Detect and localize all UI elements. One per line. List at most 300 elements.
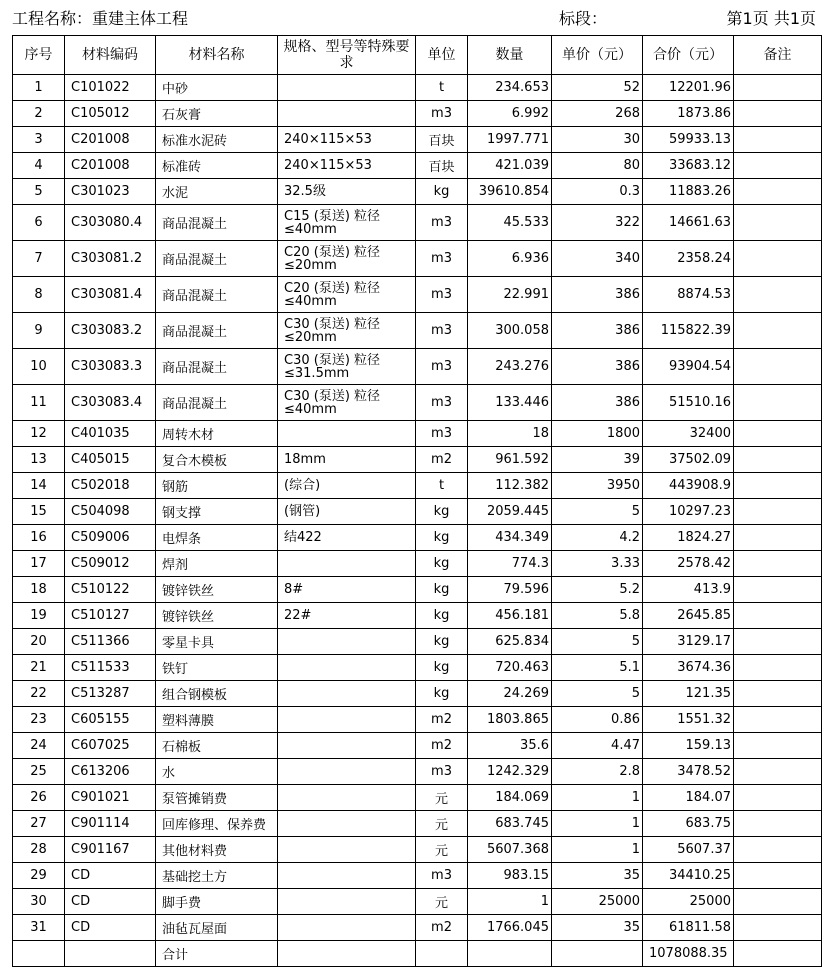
cell-code: C201008 — [65, 153, 156, 179]
cell-unit: 百块 — [416, 153, 468, 179]
cell-qty: 133.446 — [468, 385, 552, 421]
cell-unit: t — [416, 75, 468, 101]
table-row — [13, 655, 822, 681]
cell-spec: 22# — [278, 603, 416, 629]
cell-unit: m3 — [416, 277, 468, 313]
cell-unit: m2 — [416, 733, 468, 759]
cell-unit: m3 — [416, 759, 468, 785]
cell-no: 18 — [13, 577, 65, 603]
cell-qty: 112.382 — [468, 473, 552, 499]
cell-no: 27 — [13, 811, 65, 837]
cell-note — [734, 421, 822, 447]
table-row — [13, 889, 822, 915]
cell-price: 1 — [552, 785, 643, 811]
cell-qty: 234.653 — [468, 75, 552, 101]
cell-note — [734, 525, 822, 551]
cell-note — [734, 75, 822, 101]
cell-no: 4 — [13, 153, 65, 179]
cell-qty: 1803.865 — [468, 707, 552, 733]
cell-qty: 18 — [468, 421, 552, 447]
cell-price: 340 — [552, 241, 643, 277]
summary-spec — [278, 941, 416, 967]
cell-spec: C30 (泵送) 粒径≤20mm — [278, 313, 416, 349]
cell-unit: m3 — [416, 205, 468, 241]
cell-total: 1873.86 — [643, 101, 734, 127]
cell-spec: (钢管) — [278, 499, 416, 525]
cell-no: 15 — [13, 499, 65, 525]
cell-spec: C30 (泵送) 粒径≤31.5mm — [278, 349, 416, 385]
cell-note — [734, 733, 822, 759]
cell-price: 1800 — [552, 421, 643, 447]
cell-no: 10 — [13, 349, 65, 385]
cell-code: C510122 — [65, 577, 156, 603]
cell-unit: kg — [416, 551, 468, 577]
table-row — [13, 603, 822, 629]
cell-note — [734, 153, 822, 179]
cell-total: 32400 — [643, 421, 734, 447]
cell-unit: t — [416, 473, 468, 499]
cell-price: 5.2 — [552, 577, 643, 603]
table-row — [13, 349, 822, 385]
cell-price: 4.2 — [552, 525, 643, 551]
cell-price: 52 — [552, 75, 643, 101]
cell-unit: 元 — [416, 785, 468, 811]
col-header-name: 材料名称 — [156, 36, 278, 75]
cell-qty: 421.039 — [468, 153, 552, 179]
cell-name: 商品混凝土 — [156, 205, 278, 241]
cell-unit: 百块 — [416, 127, 468, 153]
cell-name: 零星卡具 — [156, 629, 278, 655]
cell-note — [734, 101, 822, 127]
cell-note — [734, 785, 822, 811]
cell-code: C303081.2 — [65, 241, 156, 277]
cell-spec — [278, 889, 416, 915]
cell-unit: m3 — [416, 241, 468, 277]
cell-name: 标准砖 — [156, 153, 278, 179]
cell-no: 22 — [13, 681, 65, 707]
cell-total: 12201.96 — [643, 75, 734, 101]
cell-note — [734, 811, 822, 837]
cell-qty: 961.592 — [468, 447, 552, 473]
col-header-code: 材料编码 — [65, 36, 156, 75]
cell-no: 29 — [13, 863, 65, 889]
cell-note — [734, 473, 822, 499]
table-row — [13, 785, 822, 811]
cell-note — [734, 499, 822, 525]
table-row — [13, 421, 822, 447]
cell-note — [734, 707, 822, 733]
cell-note — [734, 655, 822, 681]
table-row — [13, 707, 822, 733]
cell-price: 3.33 — [552, 551, 643, 577]
cell-unit: kg — [416, 655, 468, 681]
cell-spec — [278, 75, 416, 101]
cell-total: 93904.54 — [643, 349, 734, 385]
cell-no: 11 — [13, 385, 65, 421]
cell-no: 31 — [13, 915, 65, 941]
table-row — [13, 277, 822, 313]
cell-note — [734, 127, 822, 153]
cell-spec — [278, 655, 416, 681]
cell-code: C303080.4 — [65, 205, 156, 241]
cell-unit: m3 — [416, 863, 468, 889]
cell-code: C605155 — [65, 707, 156, 733]
cell-name: 中砂 — [156, 75, 278, 101]
table-row — [13, 447, 822, 473]
summary-row — [13, 941, 822, 967]
cell-qty: 2059.445 — [468, 499, 552, 525]
page-indicator: 第1页 共1页 — [726, 9, 816, 28]
cell-no: 1 — [13, 75, 65, 101]
table-row — [13, 101, 822, 127]
cell-qty: 1766.045 — [468, 915, 552, 941]
cell-spec: C15 (泵送) 粒径≤40mm — [278, 205, 416, 241]
cell-qty: 184.069 — [468, 785, 552, 811]
cell-code: C511533 — [65, 655, 156, 681]
cell-code: C405015 — [65, 447, 156, 473]
cell-name: 水 — [156, 759, 278, 785]
cell-code: C101022 — [65, 75, 156, 101]
cell-no: 12 — [13, 421, 65, 447]
cell-no: 30 — [13, 889, 65, 915]
table-row — [13, 179, 822, 205]
cell-price: 0.86 — [552, 707, 643, 733]
cell-price: 386 — [552, 349, 643, 385]
table-row — [13, 915, 822, 941]
cell-no: 2 — [13, 101, 65, 127]
cell-unit: kg — [416, 577, 468, 603]
cell-total: 413.9 — [643, 577, 734, 603]
cell-name: 商品混凝土 — [156, 241, 278, 277]
section-label: 标段： — [559, 9, 608, 28]
cell-total: 25000 — [643, 889, 734, 915]
cell-code: C303083.2 — [65, 313, 156, 349]
cell-note — [734, 313, 822, 349]
cell-name: 石灰膏 — [156, 101, 278, 127]
cell-qty: 720.463 — [468, 655, 552, 681]
cell-name: 标准水泥砖 — [156, 127, 278, 153]
cell-spec — [278, 915, 416, 941]
cell-qty: 22.991 — [468, 277, 552, 313]
cell-total: 3129.17 — [643, 629, 734, 655]
cell-qty: 683.745 — [468, 811, 552, 837]
col-header-qty: 数量 — [468, 36, 552, 75]
cell-name: 回库修理、保养费 — [156, 811, 278, 837]
cell-price: 322 — [552, 205, 643, 241]
cell-spec — [278, 551, 416, 577]
col-header-unit: 单位 — [416, 36, 468, 75]
cell-qty: 300.058 — [468, 313, 552, 349]
cell-name: 周转木材 — [156, 421, 278, 447]
col-header-spec: 规格、型号等特殊要求 — [278, 36, 416, 75]
table-row — [13, 75, 822, 101]
cell-qty: 35.6 — [468, 733, 552, 759]
cell-code: C513287 — [65, 681, 156, 707]
cell-qty: 24.269 — [468, 681, 552, 707]
cell-no: 16 — [13, 525, 65, 551]
cell-price: 1 — [552, 837, 643, 863]
cell-qty: 39610.854 — [468, 179, 552, 205]
cell-no: 23 — [13, 707, 65, 733]
cell-qty: 6.936 — [468, 241, 552, 277]
cell-no: 3 — [13, 127, 65, 153]
cell-note — [734, 681, 822, 707]
summary-qty — [468, 941, 552, 967]
cell-name: 商品混凝土 — [156, 385, 278, 421]
cell-spec — [278, 863, 416, 889]
cell-spec — [278, 811, 416, 837]
cell-code: C303081.4 — [65, 277, 156, 313]
table-row — [13, 759, 822, 785]
cell-no: 28 — [13, 837, 65, 863]
cell-no: 25 — [13, 759, 65, 785]
cell-total: 115822.39 — [643, 313, 734, 349]
cell-spec: C20 (泵送) 粒径≤20mm — [278, 241, 416, 277]
cell-unit: m2 — [416, 707, 468, 733]
cell-total: 121.35 — [643, 681, 734, 707]
cell-code: C303083.3 — [65, 349, 156, 385]
cell-price: 386 — [552, 385, 643, 421]
table-row — [13, 733, 822, 759]
cell-spec: 8# — [278, 577, 416, 603]
cell-spec: 18mm — [278, 447, 416, 473]
cell-code: C502018 — [65, 473, 156, 499]
cell-price: 2.8 — [552, 759, 643, 785]
cell-total: 2358.24 — [643, 241, 734, 277]
cell-name: 塑料薄膜 — [156, 707, 278, 733]
cell-qty: 6.992 — [468, 101, 552, 127]
table-row — [13, 241, 822, 277]
summary-code — [65, 941, 156, 967]
cell-spec — [278, 629, 416, 655]
cell-price: 5 — [552, 681, 643, 707]
cell-no: 17 — [13, 551, 65, 577]
summary-price — [552, 941, 643, 967]
cell-price: 30 — [552, 127, 643, 153]
cell-spec: (综合) — [278, 473, 416, 499]
cell-unit: m2 — [416, 915, 468, 941]
cell-total: 59933.13 — [643, 127, 734, 153]
cell-total: 33683.12 — [643, 153, 734, 179]
col-header-note: 备注 — [734, 36, 822, 75]
cell-unit: m3 — [416, 101, 468, 127]
cell-no: 6 — [13, 205, 65, 241]
cell-code: C105012 — [65, 101, 156, 127]
table-row — [13, 473, 822, 499]
table-row — [13, 385, 822, 421]
cell-total: 51510.16 — [643, 385, 734, 421]
cell-name: 镀锌铁丝 — [156, 603, 278, 629]
cell-code: C613206 — [65, 759, 156, 785]
cell-note — [734, 447, 822, 473]
cell-name: 焊剂 — [156, 551, 278, 577]
cell-note — [734, 577, 822, 603]
summary-label: 合计 — [156, 941, 278, 967]
summary-total: 1078088.35 — [643, 941, 734, 967]
cell-qty: 983.15 — [468, 863, 552, 889]
table-row — [13, 681, 822, 707]
cell-unit: m3 — [416, 385, 468, 421]
cell-no: 14 — [13, 473, 65, 499]
cell-no: 19 — [13, 603, 65, 629]
cell-no: 5 — [13, 179, 65, 205]
table-header-row — [13, 36, 822, 75]
cell-total: 10297.23 — [643, 499, 734, 525]
cell-note — [734, 629, 822, 655]
cell-total: 683.75 — [643, 811, 734, 837]
table-row — [13, 551, 822, 577]
cell-qty: 1997.771 — [468, 127, 552, 153]
cell-code: CD — [65, 889, 156, 915]
cell-name: 镀锌铁丝 — [156, 577, 278, 603]
cell-note — [734, 205, 822, 241]
cell-price: 39 — [552, 447, 643, 473]
cell-name: 铁钉 — [156, 655, 278, 681]
cell-note — [734, 551, 822, 577]
cell-total: 2578.42 — [643, 551, 734, 577]
col-header-price: 单价（元） — [552, 36, 643, 75]
cell-code: C509006 — [65, 525, 156, 551]
cell-name: 商品混凝土 — [156, 313, 278, 349]
cell-unit: kg — [416, 525, 468, 551]
cell-price: 80 — [552, 153, 643, 179]
cell-code: C201008 — [65, 127, 156, 153]
cell-total: 8874.53 — [643, 277, 734, 313]
cell-price: 5.8 — [552, 603, 643, 629]
project-title: 工程名称：重建主体工程 — [12, 9, 189, 28]
cell-note — [734, 863, 822, 889]
table-row — [13, 525, 822, 551]
table-row — [13, 313, 822, 349]
cell-no: 9 — [13, 313, 65, 349]
cell-name: 泵管摊销费 — [156, 785, 278, 811]
cell-total: 443908.9 — [643, 473, 734, 499]
cell-spec — [278, 681, 416, 707]
cell-spec: 240×115×53 — [278, 127, 416, 153]
cell-price: 35 — [552, 863, 643, 889]
cell-code: CD — [65, 863, 156, 889]
cell-price: 25000 — [552, 889, 643, 915]
col-header-total: 合价（元） — [643, 36, 734, 75]
cell-unit: 元 — [416, 811, 468, 837]
summary-unit — [416, 941, 468, 967]
cell-qty: 434.349 — [468, 525, 552, 551]
cell-note — [734, 349, 822, 385]
cell-qty: 5607.368 — [468, 837, 552, 863]
cell-name: 石棉板 — [156, 733, 278, 759]
cell-total: 14661.63 — [643, 205, 734, 241]
table-row — [13, 577, 822, 603]
table-row — [13, 499, 822, 525]
cell-qty: 79.596 — [468, 577, 552, 603]
cell-name: 脚手费 — [156, 889, 278, 915]
cell-code: C901167 — [65, 837, 156, 863]
summary-note — [734, 941, 822, 967]
cell-name: 商品混凝土 — [156, 277, 278, 313]
cell-total: 1824.27 — [643, 525, 734, 551]
cell-price: 268 — [552, 101, 643, 127]
cell-note — [734, 385, 822, 421]
cell-spec — [278, 837, 416, 863]
cell-code: C401035 — [65, 421, 156, 447]
cell-price: 5 — [552, 499, 643, 525]
table-row — [13, 205, 822, 241]
table-row — [13, 127, 822, 153]
cell-price: 4.47 — [552, 733, 643, 759]
cell-qty: 243.276 — [468, 349, 552, 385]
cell-qty: 456.181 — [468, 603, 552, 629]
cell-code: C504098 — [65, 499, 156, 525]
cell-unit: m3 — [416, 421, 468, 447]
cell-note — [734, 759, 822, 785]
cell-price: 386 — [552, 277, 643, 313]
table-row — [13, 629, 822, 655]
cell-name: 钢支撑 — [156, 499, 278, 525]
cell-note — [734, 241, 822, 277]
table-row — [13, 863, 822, 889]
cell-spec — [278, 421, 416, 447]
cell-note — [734, 915, 822, 941]
cell-total: 61811.58 — [643, 915, 734, 941]
materials-table — [12, 35, 822, 967]
cell-no: 20 — [13, 629, 65, 655]
cell-unit: m2 — [416, 447, 468, 473]
cell-name: 水泥 — [156, 179, 278, 205]
cell-spec — [278, 707, 416, 733]
cell-no: 8 — [13, 277, 65, 313]
cell-total: 2645.85 — [643, 603, 734, 629]
cell-note — [734, 603, 822, 629]
cell-unit: kg — [416, 629, 468, 655]
cell-no: 7 — [13, 241, 65, 277]
cell-name: 组合钢模板 — [156, 681, 278, 707]
cell-note — [734, 179, 822, 205]
cell-code: C509012 — [65, 551, 156, 577]
cell-qty: 625.834 — [468, 629, 552, 655]
cell-unit: 元 — [416, 837, 468, 863]
table-row — [13, 153, 822, 179]
cell-qty: 1242.329 — [468, 759, 552, 785]
cell-price: 386 — [552, 313, 643, 349]
cell-code: C301023 — [65, 179, 156, 205]
cell-no: 26 — [13, 785, 65, 811]
cell-unit: kg — [416, 603, 468, 629]
cell-total: 3674.36 — [643, 655, 734, 681]
cell-price: 3950 — [552, 473, 643, 499]
cell-name: 电焊条 — [156, 525, 278, 551]
cell-code: C607025 — [65, 733, 156, 759]
cell-price: 5.1 — [552, 655, 643, 681]
cell-note — [734, 889, 822, 915]
cell-total: 11883.26 — [643, 179, 734, 205]
cell-total: 1551.32 — [643, 707, 734, 733]
cell-total: 37502.09 — [643, 447, 734, 473]
cell-total: 184.07 — [643, 785, 734, 811]
cell-price: 0.3 — [552, 179, 643, 205]
cell-name: 基础挖土方 — [156, 863, 278, 889]
cell-name: 复合木模板 — [156, 447, 278, 473]
cell-qty: 774.3 — [468, 551, 552, 577]
col-header-no: 序号 — [13, 36, 65, 75]
cell-name: 商品混凝土 — [156, 349, 278, 385]
cell-spec — [278, 785, 416, 811]
cell-name: 钢筋 — [156, 473, 278, 499]
cell-unit: kg — [416, 681, 468, 707]
cell-no: 21 — [13, 655, 65, 681]
cell-spec: 240×115×53 — [278, 153, 416, 179]
cell-total: 5607.37 — [643, 837, 734, 863]
table-row — [13, 837, 822, 863]
